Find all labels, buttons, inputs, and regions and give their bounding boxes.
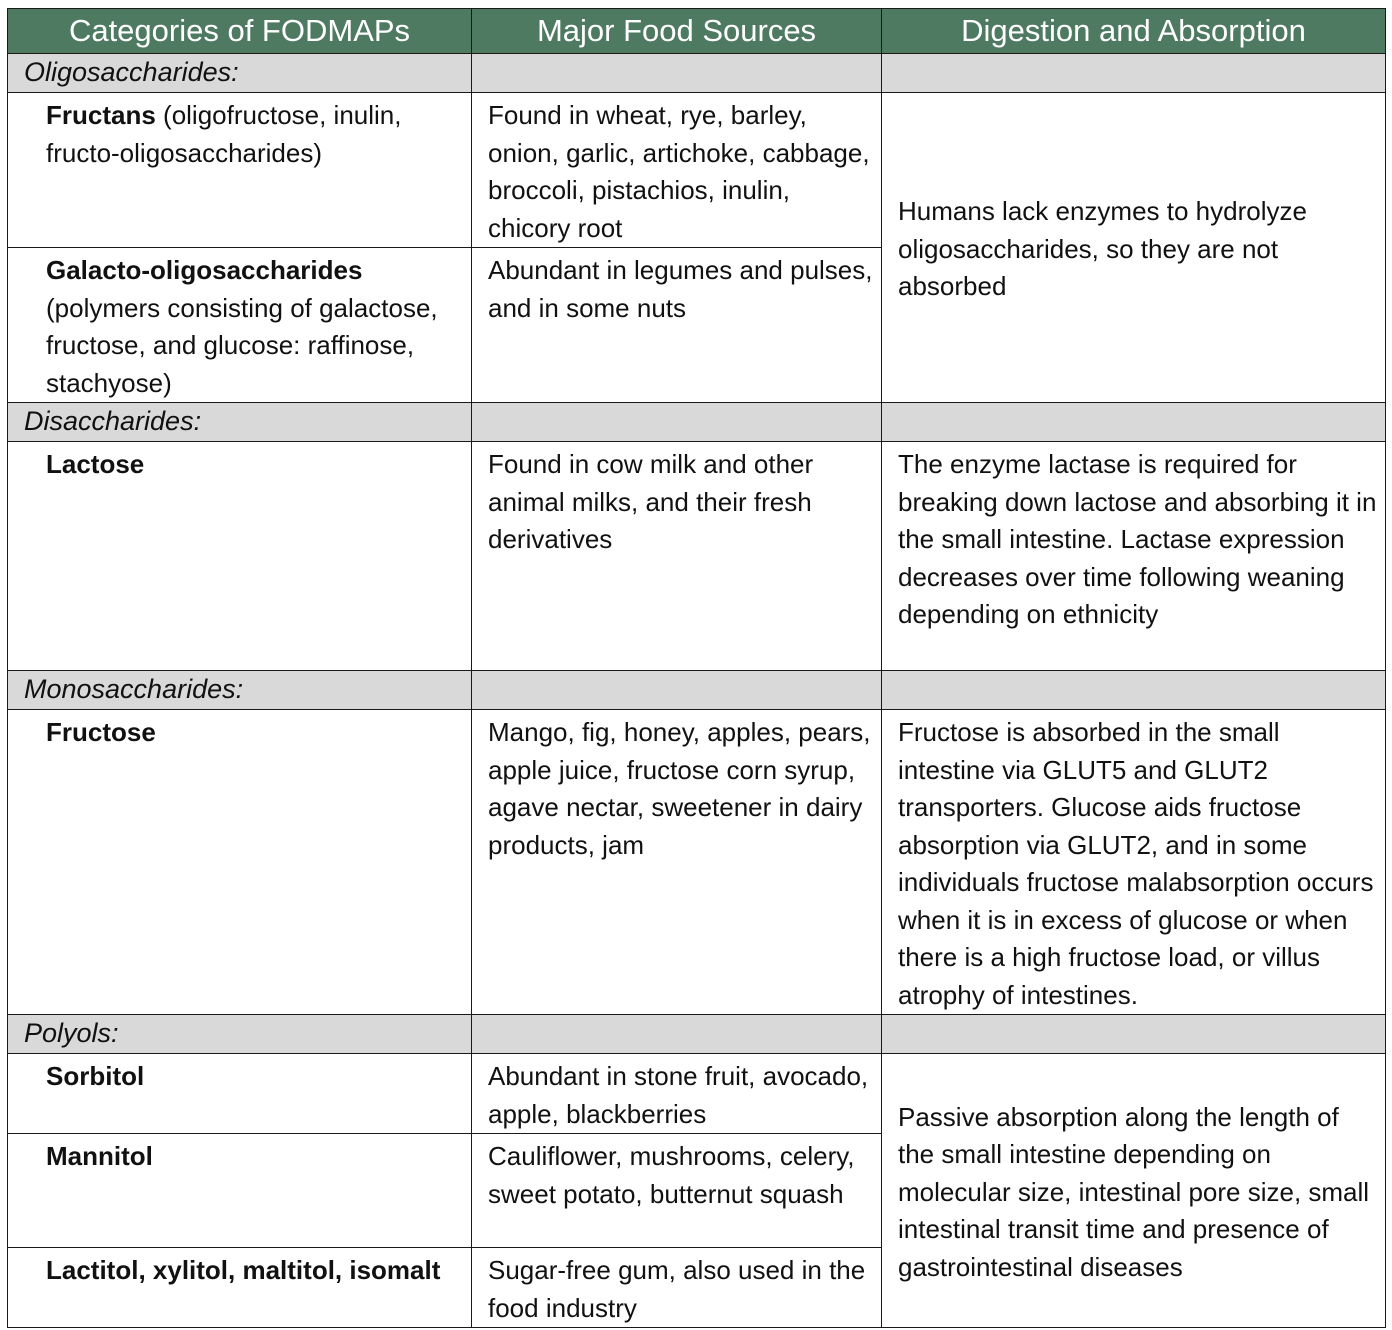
fodmap-name-cell — [8, 1134, 472, 1248]
category-label: Oligosaccharides: — [8, 54, 472, 93]
food-sources-cell: Abundant in legumes and pulses, and in some nuts — [472, 248, 882, 403]
fodmap-name: Lactitol, xylitol, maltitol, isomalt — [46, 1255, 441, 1285]
food-sources-cell: Abundant in stone fruit, avocado, apple, blackberries — [472, 1054, 882, 1134]
category-empty-cell — [882, 54, 1386, 93]
fodmap-name-cell — [8, 710, 472, 1015]
food-sources-cell: Found in cow milk and other animal milks, and their fresh derivatives — [472, 442, 882, 671]
fodmap-note: (oligofructose, inulin, fructo-oligosaccharides) — [46, 100, 402, 168]
fodmap-name-cell — [8, 1248, 472, 1328]
food-sources-cell: Cauliflower, mushrooms, celery, sweet potato, butternut squash — [472, 1134, 882, 1248]
fodmap-table — [7, 8, 1386, 1328]
category-empty-cell — [472, 671, 882, 710]
digestion-cell: The enzyme lactase is required for breaking down lactose and absorbing it in the small intestine. Lactase expression decreases over time following weaning depending on ethnicity — [882, 442, 1386, 671]
header-row — [8, 9, 1386, 54]
food-sources-cell: Sugar-free gum, also used in the food industry — [472, 1248, 882, 1328]
fodmap-name-cell — [8, 93, 472, 248]
digestion-cell: Humans lack enzymes to hydrolyze oligosaccharides, so they are not absorbed — [882, 93, 1386, 403]
header-categories: Categories of FODMAPs — [8, 9, 472, 54]
header-food-sources: Major Food Sources — [472, 9, 882, 54]
category-empty-cell — [472, 54, 882, 93]
food-sources-cell: Mango, fig, honey, apples, pears, apple juice, fructose corn syrup, agave nectar, sweetener in dairy products, jam — [472, 710, 882, 1015]
category-empty-cell — [472, 1015, 882, 1054]
fodmap-name: Galacto-oligosaccharides — [46, 255, 363, 285]
fodmap-name: Mannitol — [46, 1141, 153, 1171]
category-label: Disaccharides: — [8, 403, 472, 442]
category-empty-cell — [882, 671, 1386, 710]
food-sources-cell: Found in wheat, rye, barley, onion, garlic, artichoke, cabbage, broccoli, pistachios, inulin, chicory root — [472, 93, 882, 248]
category-label: Polyols: — [8, 1015, 472, 1054]
fodmap-name: Fructose — [46, 717, 156, 747]
digestion-cell: Passive absorption along the length of the small intestine depending on molecular size, intestinal pore size, small intestinal transit time and presence of gastrointestinal diseases — [882, 1054, 1386, 1328]
digestion-cell: Fructose is absorbed in the small intestine via GLUT5 and GLUT2 transporters. Glucose aids fructose absorption via GLUT2, and in some individuals fructose malabsorption occurs when it is in excess of glucose or when there is a high fructose load, or villus atrophy of intestines. — [882, 710, 1386, 1015]
category-row-oligosaccharides — [8, 54, 1386, 93]
fodmap-name-cell — [8, 248, 472, 403]
fodmap-name: Fructans — [46, 100, 156, 130]
fodmap-name-cell — [8, 1054, 472, 1134]
fodmap-name: Sorbitol — [46, 1061, 145, 1091]
table-row-sorbitol — [8, 1054, 1386, 1134]
category-row-polyols — [8, 1015, 1386, 1054]
category-empty-cell — [472, 403, 882, 442]
header-digestion: Digestion and Absorption — [882, 9, 1386, 54]
fodmap-name-cell — [8, 442, 472, 671]
category-label: Monosaccharides: — [8, 671, 472, 710]
category-row-disaccharides — [8, 403, 1386, 442]
category-row-monosaccharides — [8, 671, 1386, 710]
fodmap-note: (polymers consisting of galactose, fructose, and glucose: raffinose, stachyose) — [46, 292, 438, 398]
category-empty-cell — [882, 403, 1386, 442]
table-row-lactose — [8, 442, 1386, 671]
table-row-fructans — [8, 93, 1386, 248]
fodmap-name: Lactose — [46, 449, 145, 479]
table-row-fructose — [8, 710, 1386, 1015]
category-empty-cell — [882, 1015, 1386, 1054]
